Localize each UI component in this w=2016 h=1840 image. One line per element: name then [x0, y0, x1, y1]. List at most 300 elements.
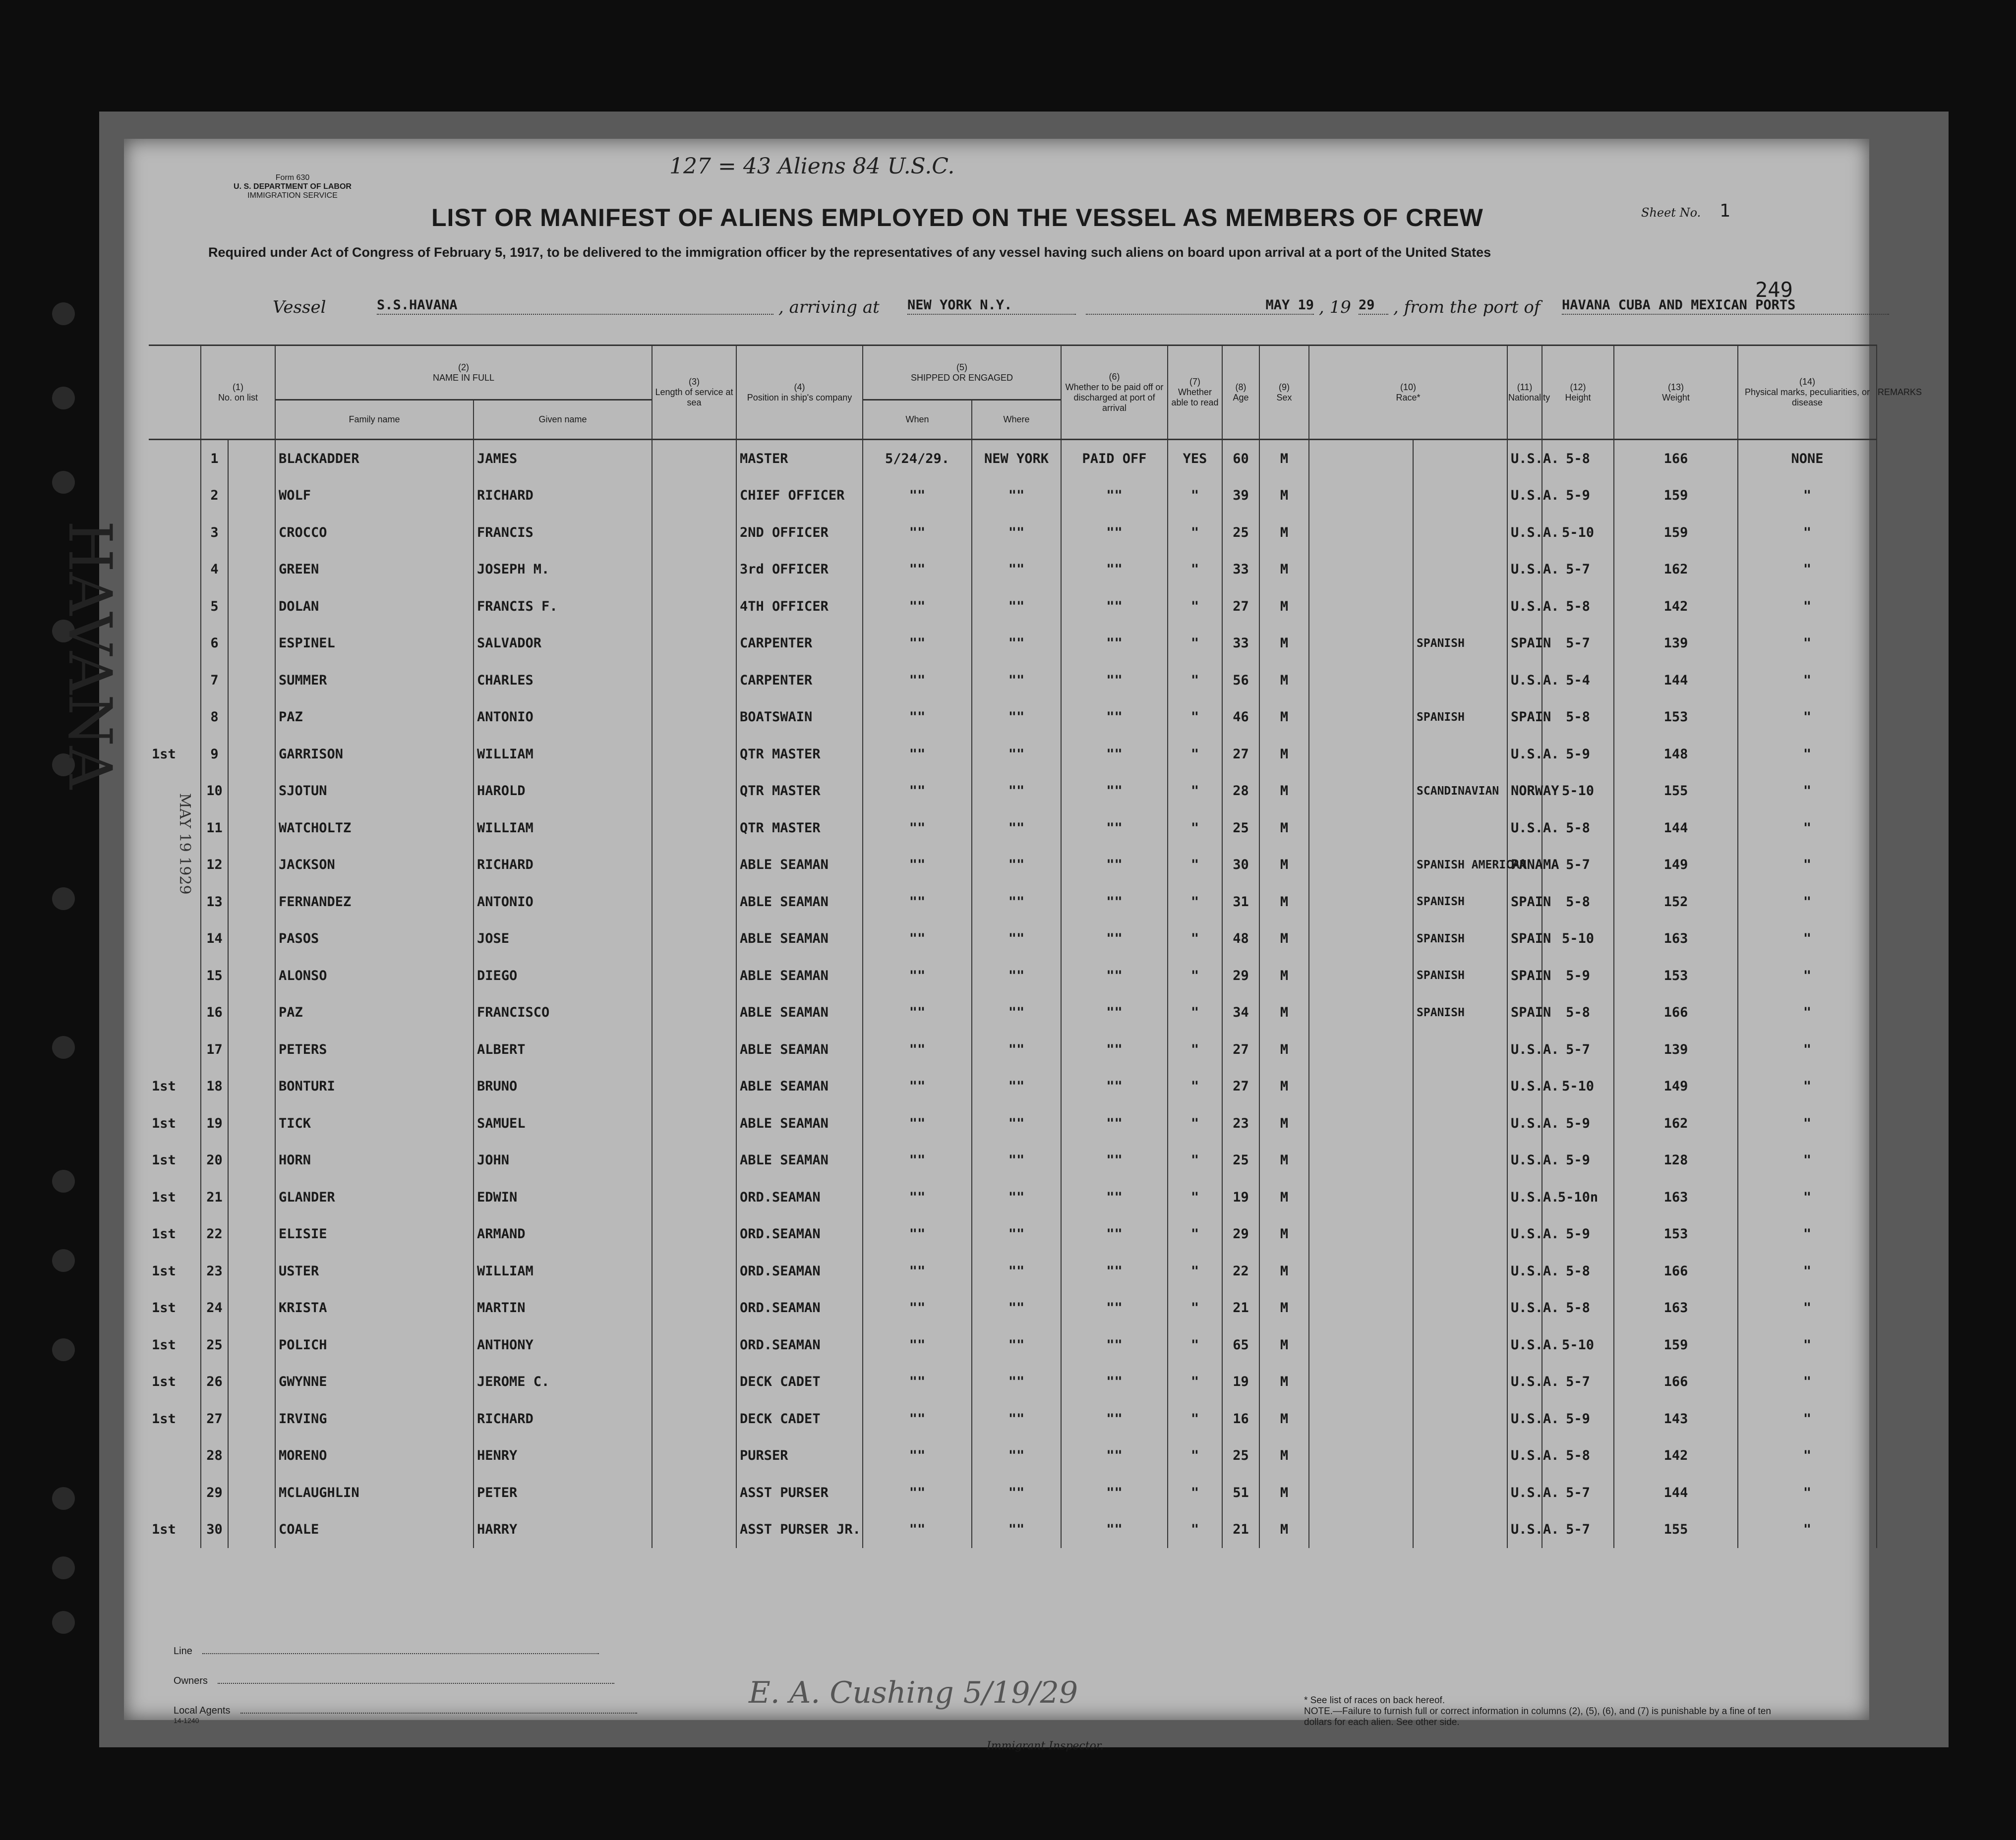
paid-off: "": [1061, 736, 1168, 773]
crew-manifest-table: [149, 345, 1877, 1548]
family-name: COALE: [275, 1511, 474, 1549]
shipped-where: "": [972, 588, 1061, 625]
paid-off: "": [1061, 625, 1168, 662]
nationality-column-header: [1507, 345, 1550, 440]
given-name: WILLIAM: [474, 736, 652, 773]
paid-off: "": [1061, 699, 1168, 736]
able-to-read: ": [1168, 1216, 1222, 1253]
position: PURSER: [736, 1438, 863, 1475]
shipped-when: "": [863, 1105, 972, 1142]
sex: M: [1259, 883, 1309, 920]
row-number: 19: [201, 1105, 228, 1142]
row-number: 15: [201, 957, 228, 994]
vessel-label: Vessel: [273, 297, 326, 317]
service-length: [652, 773, 736, 810]
position: 3rd OFFICER: [736, 551, 863, 588]
sex: M: [1259, 440, 1309, 477]
service-column-header: [652, 345, 736, 440]
shipped-where: "": [972, 1105, 1061, 1142]
column-number: (9): [1279, 382, 1290, 392]
given-name: DIEGO: [474, 957, 652, 994]
shipped-when: "": [863, 1068, 972, 1105]
shipped-where: "": [972, 957, 1061, 994]
height: 5-7: [1542, 1474, 1614, 1511]
age: 25: [1222, 1142, 1259, 1179]
sex: M: [1259, 809, 1309, 847]
nationality: U.S.A.: [1507, 551, 1542, 588]
arrival-year: 29: [1359, 297, 1388, 315]
weight: 159: [1614, 477, 1738, 515]
row-spacer: [228, 1216, 275, 1253]
sex: M: [1259, 588, 1309, 625]
family-name: ESPINEL: [275, 625, 474, 662]
race-spacer: [1309, 551, 1413, 588]
nationality: U.S.A.: [1507, 809, 1542, 847]
service-length: [652, 1511, 736, 1549]
height: 5-10: [1542, 920, 1614, 958]
form-identifier: [213, 173, 372, 200]
sex: M: [1259, 957, 1309, 994]
paid-off: "": [1061, 847, 1168, 884]
race: [1413, 1290, 1507, 1327]
sex: M: [1259, 1216, 1309, 1253]
sex: M: [1259, 1326, 1309, 1364]
row-mark: [149, 662, 201, 699]
physical-marks: ": [1738, 588, 1877, 625]
nationality: U.S.A.: [1507, 1364, 1542, 1401]
race-column-header: [1309, 345, 1507, 440]
sex: M: [1259, 1474, 1309, 1511]
table-row: [149, 736, 1877, 773]
given-name: RICHARD: [474, 847, 652, 884]
service-length: [652, 1364, 736, 1401]
shipped-when: "": [863, 477, 972, 515]
family-name: WATCHOLTZ: [275, 809, 474, 847]
physical-marks: ": [1738, 1474, 1877, 1511]
able-to-read: ": [1168, 1253, 1222, 1290]
when-header: When: [863, 400, 972, 440]
table-row: [149, 1326, 1877, 1364]
table-row: [149, 440, 1877, 477]
service-length: [652, 920, 736, 958]
position: ORD.SEAMAN: [736, 1179, 863, 1216]
age: 34: [1222, 994, 1259, 1032]
weight: 162: [1614, 551, 1738, 588]
shipped-where: "": [972, 1179, 1061, 1216]
family-name: HORN: [275, 1142, 474, 1179]
row-mark: [149, 625, 201, 662]
position: ABLE SEAMAN: [736, 994, 863, 1032]
binder-hole: [52, 1036, 75, 1059]
position: MASTER: [736, 440, 863, 477]
age: 30: [1222, 847, 1259, 884]
nationality: U.S.A.: [1507, 1253, 1542, 1290]
family-name: MCLAUGHLIN: [275, 1474, 474, 1511]
height: 5-7: [1542, 1511, 1614, 1549]
race-spacer: [1309, 736, 1413, 773]
row-mark: 1st: [152, 1337, 176, 1353]
shipped-when: "": [863, 1179, 972, 1216]
shipped-when: "": [863, 920, 972, 958]
shipped-engaged-label: SHIPPED OR ENGAGED: [911, 372, 1013, 383]
race-spacer: [1309, 1068, 1413, 1105]
able-to-read: ": [1168, 957, 1222, 994]
race-spacer: [1309, 514, 1413, 551]
service-length: [652, 625, 736, 662]
nationality: U.S.A.: [1507, 1068, 1542, 1105]
physical-marks: ": [1738, 1179, 1877, 1216]
family-name: PASOS: [275, 920, 474, 958]
given-name: ARMAND: [474, 1216, 652, 1253]
shipped-when: "": [863, 847, 972, 884]
row-mark: 1st: [152, 1226, 176, 1242]
nationality-label: Nationality: [1508, 392, 1550, 402]
physical-marks: ": [1738, 699, 1877, 736]
age: 60: [1222, 440, 1259, 477]
physical-marks: ": [1738, 1290, 1877, 1327]
row-mark: 1st: [152, 1300, 176, 1316]
shipped-when: "": [863, 773, 972, 810]
binder-hole: [52, 1487, 75, 1510]
shipped-when: "": [863, 514, 972, 551]
penalty-note: NOTE.—Failure to furnish full or correct information in columns (2), (5), (6), and (7) is punishable by a fine of ten dollars for each alien. See other side.: [1304, 1706, 1771, 1727]
row-number: 22: [201, 1216, 228, 1253]
table-row: [149, 1068, 1877, 1105]
family-name: BONTURI: [275, 1068, 474, 1105]
table-row: [149, 994, 1877, 1032]
family-name: DOLAN: [275, 588, 474, 625]
physical-marks: ": [1738, 773, 1877, 810]
position: ABLE SEAMAN: [736, 1068, 863, 1105]
nationality: U.S.A.: [1507, 514, 1542, 551]
race: [1413, 514, 1507, 551]
sex: M: [1259, 736, 1309, 773]
marks-column-header: [1738, 345, 1877, 440]
row-number: 11: [201, 809, 228, 847]
physical-marks: ": [1738, 1511, 1877, 1549]
shipped-when: "": [863, 625, 972, 662]
nationality: PANAMA: [1507, 847, 1542, 884]
row-spacer: [228, 1474, 275, 1511]
position: DECK CADET: [736, 1400, 863, 1438]
age: 25: [1222, 514, 1259, 551]
row-number: 24: [201, 1290, 228, 1327]
column-number: (3): [689, 377, 700, 387]
column-number: (12): [1570, 382, 1586, 392]
position: ABLE SEAMAN: [736, 957, 863, 994]
sex: M: [1259, 625, 1309, 662]
race-spacer: [1309, 1511, 1413, 1549]
nationality: NORWAY: [1507, 773, 1542, 810]
given-name: MARTIN: [474, 1290, 652, 1327]
physical-marks: ": [1738, 1364, 1877, 1401]
table-row: [149, 514, 1877, 551]
family-name: GREEN: [275, 551, 474, 588]
position: ORD.SEAMAN: [736, 1216, 863, 1253]
height: 5-9: [1542, 1216, 1614, 1253]
given-name: JAMES: [474, 440, 652, 477]
race-spacer: [1309, 1216, 1413, 1253]
row-spacer: [228, 847, 275, 884]
row-spacer: [228, 1364, 275, 1401]
row-mark: [149, 440, 201, 477]
family-name: KRISTA: [275, 1290, 474, 1327]
service-length-label: Length of service at sea: [655, 387, 733, 407]
table-row: [149, 1105, 1877, 1142]
physical-marks: NONE: [1738, 440, 1877, 477]
race-spacer: [1309, 662, 1413, 699]
shipped-where: "": [972, 1031, 1061, 1068]
given-name: FRANCIS: [474, 514, 652, 551]
owners-label: Owners: [174, 1675, 208, 1686]
row-spacer: [228, 1068, 275, 1105]
given-name: WILLIAM: [474, 1253, 652, 1290]
handwritten-count-annotation: 127 = 43 Aliens 84 U.S.C.: [669, 154, 955, 179]
physical-marks: ": [1738, 957, 1877, 994]
weight: 163: [1614, 1290, 1738, 1327]
row-mark: 1st: [152, 1152, 176, 1168]
height: 5-7: [1542, 847, 1614, 884]
service-length: [652, 699, 736, 736]
height: 5-4: [1542, 662, 1614, 699]
row-mark: 1st: [152, 1374, 176, 1390]
able-to-read: ": [1168, 1474, 1222, 1511]
row-number: 3: [201, 514, 228, 551]
nationality: U.S.A.: [1507, 1474, 1542, 1511]
position-label: Position in ship's company: [747, 392, 852, 402]
table-row: [149, 1031, 1877, 1068]
physical-marks: ": [1738, 477, 1877, 515]
shipped-where: "": [972, 773, 1061, 810]
sex: M: [1259, 1438, 1309, 1475]
race: [1413, 1142, 1507, 1179]
able-to-read: ": [1168, 1031, 1222, 1068]
position: DECK CADET: [736, 1364, 863, 1401]
shipped-when: "": [863, 1290, 972, 1327]
height: 5-8: [1542, 440, 1614, 477]
race-spacer: [1309, 699, 1413, 736]
column-number: (14): [1799, 377, 1816, 387]
row-number: 8: [201, 699, 228, 736]
row-spacer: [228, 699, 275, 736]
race-spacer: [1309, 1326, 1413, 1364]
family-name: POLICH: [275, 1326, 474, 1364]
paid-off: "": [1061, 1068, 1168, 1105]
race: [1413, 1068, 1507, 1105]
service-length: [652, 1326, 736, 1364]
able-to-read: YES: [1168, 440, 1222, 477]
sex: M: [1259, 1364, 1309, 1401]
age-label: Age: [1233, 392, 1249, 402]
able-to-read: ": [1168, 736, 1222, 773]
column-number: (1): [233, 382, 243, 392]
arrival-date: MAY 19: [1086, 297, 1314, 315]
arriving-label: , arriving at: [778, 297, 880, 317]
shipped-when: "": [863, 1364, 972, 1401]
race: SPANISH: [1413, 625, 1507, 662]
table-row: [149, 625, 1877, 662]
family-name: JACKSON: [275, 847, 474, 884]
weight: 149: [1614, 847, 1738, 884]
name-in-full-label: NAME IN FULL: [433, 372, 495, 383]
paid-off: "": [1061, 994, 1168, 1032]
row-mark: [149, 477, 201, 515]
no-on-list-label: No. on list: [218, 392, 258, 402]
shipped-where: "": [972, 514, 1061, 551]
row-number: 7: [201, 662, 228, 699]
race-spacer: [1309, 1253, 1413, 1290]
physical-marks: ": [1738, 1068, 1877, 1105]
race: [1413, 477, 1507, 515]
paid-off: "": [1061, 1142, 1168, 1179]
given-name: BRUNO: [474, 1068, 652, 1105]
race: [1413, 588, 1507, 625]
race: SPANISH AMERICAN: [1413, 847, 1507, 884]
position: BOATSWAIN: [736, 699, 863, 736]
able-to-read: ": [1168, 994, 1222, 1032]
paid-off: "": [1061, 477, 1168, 515]
able-to-read: ": [1168, 551, 1222, 588]
nationality: U.S.A.: [1507, 1511, 1542, 1549]
mark-column-header: [149, 345, 201, 440]
row-spacer: [228, 883, 275, 920]
age: 27: [1222, 1031, 1259, 1068]
table-row: [149, 1364, 1877, 1401]
position: QTR MASTER: [736, 773, 863, 810]
nationality: U.S.A.: [1507, 1142, 1542, 1179]
shipped-when: "": [863, 1511, 972, 1549]
row-mark: [149, 1474, 201, 1511]
age: 31: [1222, 883, 1259, 920]
able-to-read: ": [1168, 773, 1222, 810]
row-spacer: [228, 920, 275, 958]
shipped-when: "": [863, 1216, 972, 1253]
weight: 139: [1614, 625, 1738, 662]
shipped-where: "": [972, 1326, 1061, 1364]
able-to-read: ": [1168, 1179, 1222, 1216]
able-to-read: ": [1168, 1400, 1222, 1438]
shipped-where: "": [972, 1290, 1061, 1327]
service-length: [652, 1290, 736, 1327]
race: [1413, 1400, 1507, 1438]
paid-off: "": [1061, 1105, 1168, 1142]
sex: M: [1259, 1142, 1309, 1179]
shipped-when: "": [863, 551, 972, 588]
race-spacer: [1309, 883, 1413, 920]
race-spacer: [1309, 1142, 1413, 1179]
table-row: [149, 847, 1877, 884]
family-name: PETERS: [275, 1031, 474, 1068]
shipped-where: "": [972, 551, 1061, 588]
given-name-header: Given name: [474, 400, 652, 440]
column-number: (10): [1400, 382, 1417, 392]
position: ABLE SEAMAN: [736, 847, 863, 884]
service-length: [652, 994, 736, 1032]
paid-off: "": [1061, 773, 1168, 810]
sex: M: [1259, 514, 1309, 551]
weight: 166: [1614, 994, 1738, 1032]
nationality: SPAIN: [1507, 957, 1542, 994]
position: ABLE SEAMAN: [736, 1031, 863, 1068]
paid-off: "": [1061, 1253, 1168, 1290]
position: ABLE SEAMAN: [736, 883, 863, 920]
service-length: [652, 440, 736, 477]
race-spacer: [1309, 773, 1413, 810]
family-name: SUMMER: [275, 662, 474, 699]
given-name: SAMUEL: [474, 1105, 652, 1142]
row-number: 12: [201, 847, 228, 884]
paid-off: "": [1061, 883, 1168, 920]
height: 5-7: [1542, 1031, 1614, 1068]
position: ASST PURSER JR.: [736, 1511, 863, 1549]
paid-off: "": [1061, 1474, 1168, 1511]
age: 27: [1222, 736, 1259, 773]
weight: 155: [1614, 1511, 1738, 1549]
paid-off: "": [1061, 1179, 1168, 1216]
side-handwriting: HAVANA: [55, 520, 124, 790]
shipped-where: "": [972, 883, 1061, 920]
race-spacer: [1309, 588, 1413, 625]
given-name: HARRY: [474, 1511, 652, 1549]
sex: M: [1259, 699, 1309, 736]
shipped-where: "": [972, 699, 1061, 736]
row-spacer: [228, 588, 275, 625]
nationality: U.S.A.: [1507, 1216, 1542, 1253]
family-name: FERNANDEZ: [275, 883, 474, 920]
row-spacer: [228, 1438, 275, 1475]
able-to-read: ": [1168, 662, 1222, 699]
sex: M: [1259, 994, 1309, 1032]
weight: 152: [1614, 883, 1738, 920]
shipped-when: "": [863, 957, 972, 994]
from-port-label: , from the port of: [1393, 297, 1541, 317]
race: [1413, 1364, 1507, 1401]
nationality: U.S.A.: [1507, 1438, 1542, 1475]
race: [1413, 1511, 1507, 1549]
table-row: [149, 588, 1877, 625]
race-spacer: [1309, 1290, 1413, 1327]
position: ASST PURSER: [736, 1474, 863, 1511]
physical-marks: ": [1738, 1400, 1877, 1438]
nationality: U.S.A.: [1507, 1031, 1542, 1068]
row-number: 14: [201, 920, 228, 958]
paid-off: "": [1061, 588, 1168, 625]
table-row: [149, 1474, 1877, 1511]
row-mark: 1st: [152, 1411, 176, 1427]
race: [1413, 1216, 1507, 1253]
race: SPANISH: [1413, 920, 1507, 958]
row-number: 20: [201, 1142, 228, 1179]
race: SPANISH: [1413, 699, 1507, 736]
height-label: Height: [1565, 392, 1591, 402]
nationality: U.S.A.: [1507, 477, 1542, 515]
table-row: [149, 1253, 1877, 1290]
able-to-read: ": [1168, 477, 1222, 515]
row-spacer: [228, 662, 275, 699]
nationality: U.S.A.: [1507, 440, 1542, 477]
table-row: [149, 920, 1877, 958]
sex-label: Sex: [1276, 392, 1292, 402]
given-name: SALVADOR: [474, 625, 652, 662]
row-spacer: [228, 1253, 275, 1290]
weight: 162: [1614, 1105, 1738, 1142]
height: 5-9: [1542, 957, 1614, 994]
physical-marks: ": [1738, 1326, 1877, 1364]
paid-off: "": [1061, 1438, 1168, 1475]
column-number: (11): [1517, 382, 1533, 392]
shipped-where: "": [972, 847, 1061, 884]
binder-hole: [52, 302, 75, 325]
